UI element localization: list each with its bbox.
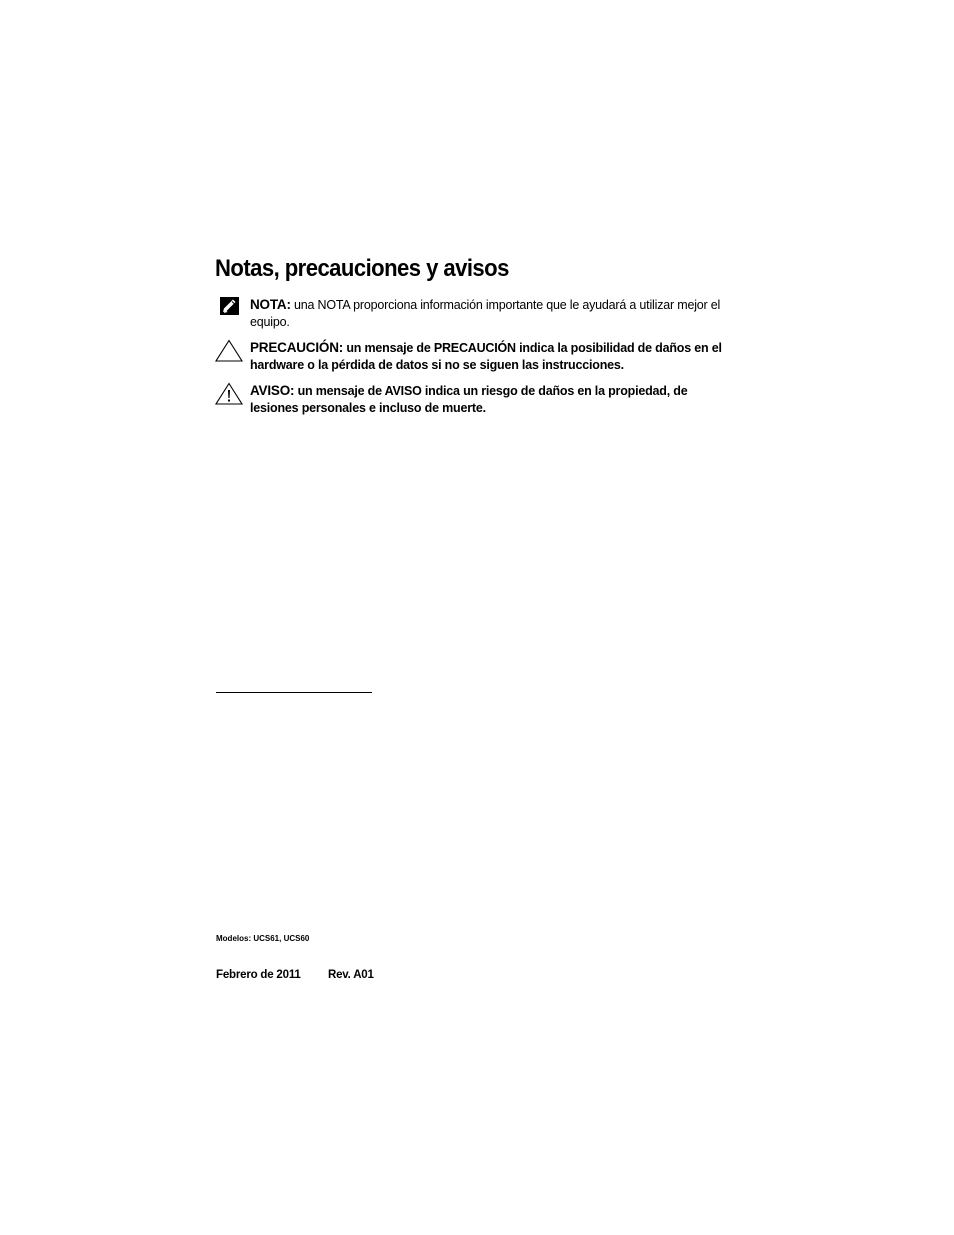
warning-exclamation-icon (213, 382, 245, 406)
models-line: Modelos: UCS61, UCS60 (216, 934, 310, 943)
caution-label: PRECAUCIÓN: (250, 340, 344, 355)
caution-triangle-icon (213, 339, 245, 363)
page-title: Notas, precauciones y avisos (215, 255, 509, 282)
warning-body: un mensaje de AVISO indica un riesgo de daños en la propiedad, de lesiones personales e incluso de muerte. (250, 384, 688, 415)
caution-text (250, 339, 730, 374)
revision-number: Rev. A01 (328, 969, 374, 981)
note-label: NOTA: (250, 297, 291, 312)
warning-label: AVISO: (250, 383, 295, 398)
publication-date: Febrero de 2011 (216, 969, 301, 981)
warning-text (250, 382, 730, 417)
footer-divider (216, 692, 372, 693)
note-body: una NOTA proporciona información importante que le ayudará a utilizar mejor el equipo. (250, 298, 721, 329)
caution-body: un mensaje de PRECAUCIÓN indica la posibilidad de daños en el hardware o la pérdida de datos si no se siguen las instrucciones. (250, 341, 722, 372)
note-pencil-icon (213, 296, 245, 320)
note-text (250, 296, 730, 331)
